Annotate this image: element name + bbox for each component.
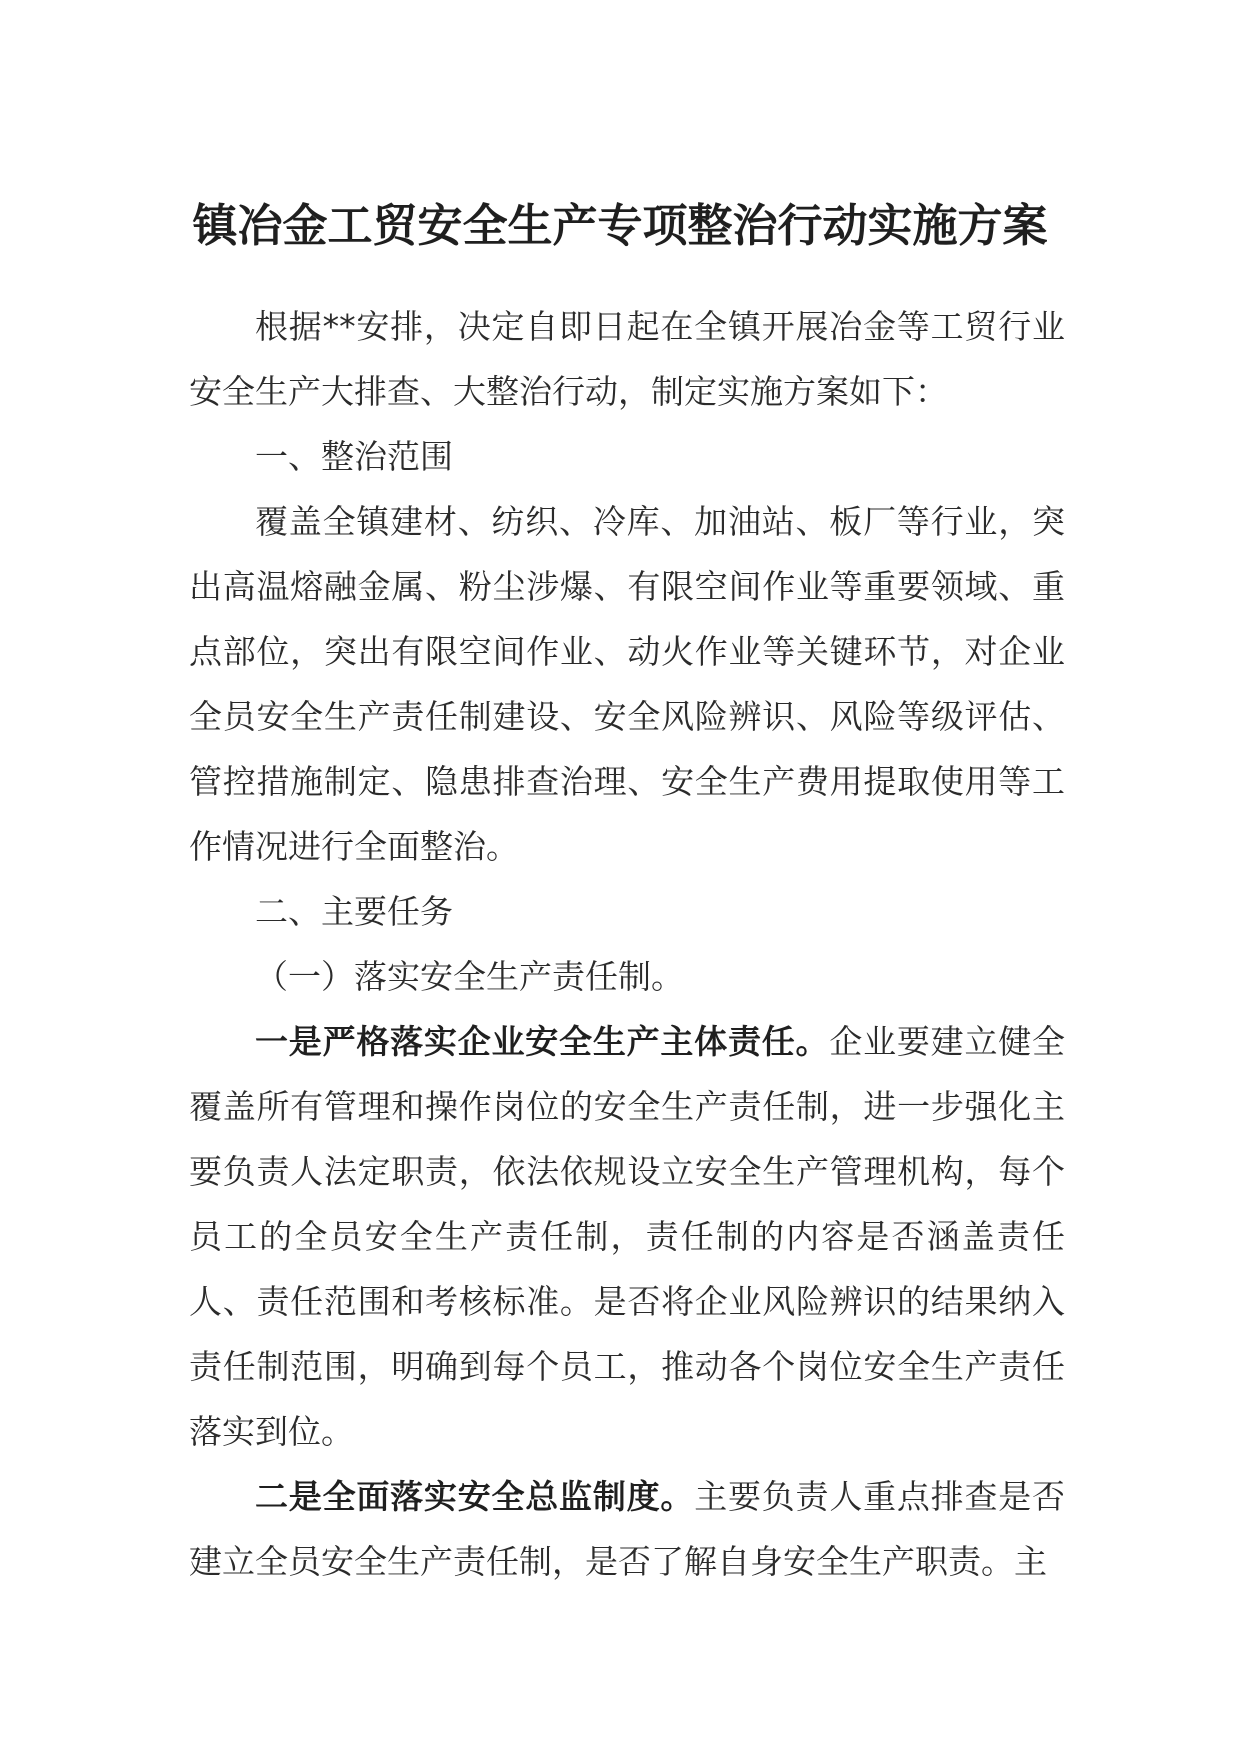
paragraph-lead: 一是严格落实企业安全生产主体责任。 — [255, 1022, 830, 1061]
paragraph-task-one — [189, 1009, 1065, 1464]
paragraph-task-two — [189, 1464, 1065, 1594]
paragraph-scope — [189, 489, 1065, 879]
paragraph-lead: 二是全面落实安全总监制度。 — [255, 1477, 695, 1516]
paragraph-text: 二、主要任务 — [255, 892, 453, 931]
document-body — [189, 294, 1065, 1594]
paragraph-text: 一、整治范围 — [255, 437, 453, 476]
paragraph-text: 企业要建立健全覆盖所有管理和操作岗位的安全生产责任制，进一步强化主要负责人法定职责，依法依规设立安全生产管理机构，每个员工的全员安全生产责任制，责任制的内容是否涵盖责任人、责任范围和考核标准。是否将企业风险辨识的结果纳入责任制范围，明确到每个员工，推动各个岗位安全生产责任落实到位。 — [189, 1022, 1066, 1451]
paragraph-text: 根据**安排，决定自即日起在全镇开展冶金等工贸行业安全生产大排查、大整治行动，制定实施方案如下： — [189, 307, 1065, 411]
section-heading-scope — [189, 424, 1065, 489]
paragraph-text: 覆盖全镇建材、纺织、冷库、加油站、板厂等行业，突出高温熔融金属、粉尘涉爆、有限空间作业等重要领域、重点部位，突出有限空间作业、动火作业等关键环节，对企业全员安全生产责任制建设、安全风险辨识、风险等级评估、管控措施制定、隐患排查治理、安全生产费用提取使用等工作情况进行全面整治。 — [189, 502, 1065, 866]
section-heading-tasks — [189, 879, 1065, 944]
document-title: 镇冶金工贸安全生产专项整治行动实施方案 — [192, 199, 1048, 252]
paragraph-text: （一）落实安全生产责任制。 — [255, 957, 684, 996]
paragraph-text: 主要负责人重点排查是否建立全员安全生产责任制，是否了解自身安全生产职责。主 — [189, 1477, 1066, 1581]
paragraph-intro — [189, 294, 1065, 424]
subsection-heading-responsibility — [189, 944, 1065, 1009]
